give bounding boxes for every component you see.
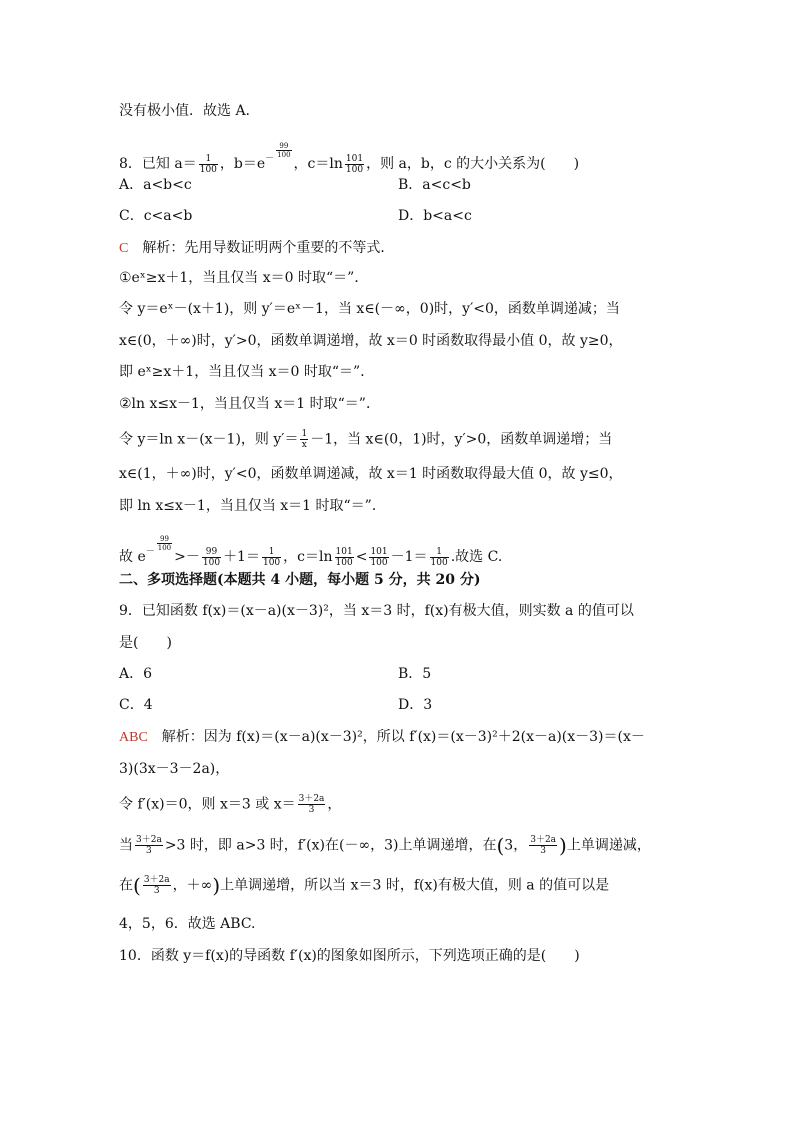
question-9-stem-cont: 是( ) (119, 635, 172, 651)
fraction: $\frac{3+2a}{3}$ (298, 794, 325, 815)
text-line: 没有极小值．故选 A. (119, 103, 251, 119)
exponent: － 99 100 (265, 142, 291, 164)
fraction: $\frac{1}{100}$ (199, 153, 217, 175)
text-line: 在( $\frac{3+2a}{3}$ ，＋∞)上单调递增，所以当 x＝3 时，f(x)有极大值，则 a 的值可以是 (119, 873, 610, 898)
text-line: 3)(3x－3－2a)， (119, 761, 230, 777)
text-segment: ，则 a，b，c 的大小关系为( ) (366, 156, 580, 172)
text-segment: 解析：因为 f(x)＝(x－a)(x－3)²，所以 f′(x)＝(x－3)²＋2(x－a)(x－3)＝(x－ (147, 729, 645, 745)
solution-9-header (119, 727, 734, 748)
text-segment: 解析：先用导数证明两个重要的不等式． (128, 240, 395, 256)
option-d: D．3 (398, 697, 433, 713)
solution-8-header (119, 238, 734, 259)
question-8-stem (119, 142, 734, 175)
exponent: － 99 100 (145, 535, 172, 557)
text-line: 故 $e^{- \frac{99}{100}}$ >－ $\frac{99}{100}$ ＋1＝ $\frac{1}{100}$ ，c＝ln $\frac{101}{100}$ < $\frac{101}{100}$ －1＝ $\frac{1}{100}$ .故选 C. (119, 535, 503, 568)
fraction: $\frac{1}{100}$ (430, 546, 448, 568)
option-b: B．5 (398, 666, 432, 682)
answer-label: C (119, 241, 129, 256)
option-d: D．b<a<c (398, 208, 472, 224)
text-line: 令 f′(x)＝0，则 x＝3 或 x＝ $\frac{3+2a}{3}$ ， (119, 794, 342, 815)
option-b: B．a<c<b (398, 177, 471, 193)
text-line: 令 y＝eˣ－(x＋1)，则 y′＝eˣ－1，当 x∈(－∞，0)时，y′<0，函数单调递减；当 (119, 301, 620, 317)
fraction: $\frac{3+2a}{3}$ (530, 835, 557, 856)
fraction: $\frac{101}{100}$ (345, 153, 364, 175)
option-a: A．6 (119, 666, 153, 682)
text-line: 即 eˣ≥x＋1，当且仅当 x＝0 时取“＝”． (119, 364, 375, 380)
fraction: $\frac{99}{100}$ (202, 546, 221, 568)
fraction: $\frac{3+2a}{3}$ (136, 835, 162, 856)
fraction: $\frac{3+2a}{3}$ (143, 875, 170, 896)
fraction: $\frac{1}{x}$ (301, 429, 308, 450)
fraction: $\frac{1}{100}$ (262, 546, 281, 568)
option-a: A．a<b<c (119, 177, 192, 193)
text-segment: 8．已知 a＝ (119, 156, 197, 172)
fraction: $\frac{101}{100}$ (335, 546, 353, 568)
text-segment: ，c＝ln (293, 156, 343, 172)
option-c: C．c<a<b (119, 208, 193, 224)
text-line: 令 y＝ln x－(x－1)，则 y′＝ $\frac{1}{x}$ －1，当 x∈(0，1)时，y′>0，函数单调递增；当 (119, 429, 613, 450)
text-line: 当 $\frac{3+2a}{3}$ >3 时，即 a>3 时，f′(x)在(－∞，3)上单调递增，在(3， $\frac{3+2a}{3}$ )上单调递减， (119, 833, 651, 858)
question-10-stem: 10．函数 y＝f(x)的导函数 f′(x)的图象如图所示，下列选项正确的是( ) (119, 948, 580, 964)
answer-label: ABC (119, 730, 148, 745)
text-line: 4，5，6．故选 ABC. (119, 916, 256, 932)
option-c: C．4 (119, 697, 153, 713)
text-line: ②ln x≤x－1，当且仅当 x＝1 时取“＝”． (119, 396, 380, 412)
text-line: 即 ln x≤x－1，当且仅当 x＝1 时取“＝”． (119, 498, 386, 514)
question-9-stem: 9．已知函数 f(x)＝(x－a)(x－3)²，当 x＝3 时，f(x)有极大值，则实数 a 的值可以 (119, 603, 634, 619)
fraction: $\frac{101}{100}$ (370, 546, 388, 568)
text-segment: ，b＝e (219, 156, 266, 172)
section-heading: 二、多项选择题(本题共 4 小题，每小题 5 分，共 20 分) (119, 572, 481, 588)
text-line: x∈(1，＋∞)时，y′<0，函数单调递减，故 x＝1 时函数取得最大值 0，故 y≤0， (119, 466, 623, 482)
text-line: ①eˣ≥x＋1，当且仅当 x＝0 时取“＝”． (119, 270, 369, 286)
text-line: x∈(0，＋∞)时，y′>0，函数单调递增，故 x＝0 时函数取得最小值 0，故 y≥0， (119, 333, 623, 349)
